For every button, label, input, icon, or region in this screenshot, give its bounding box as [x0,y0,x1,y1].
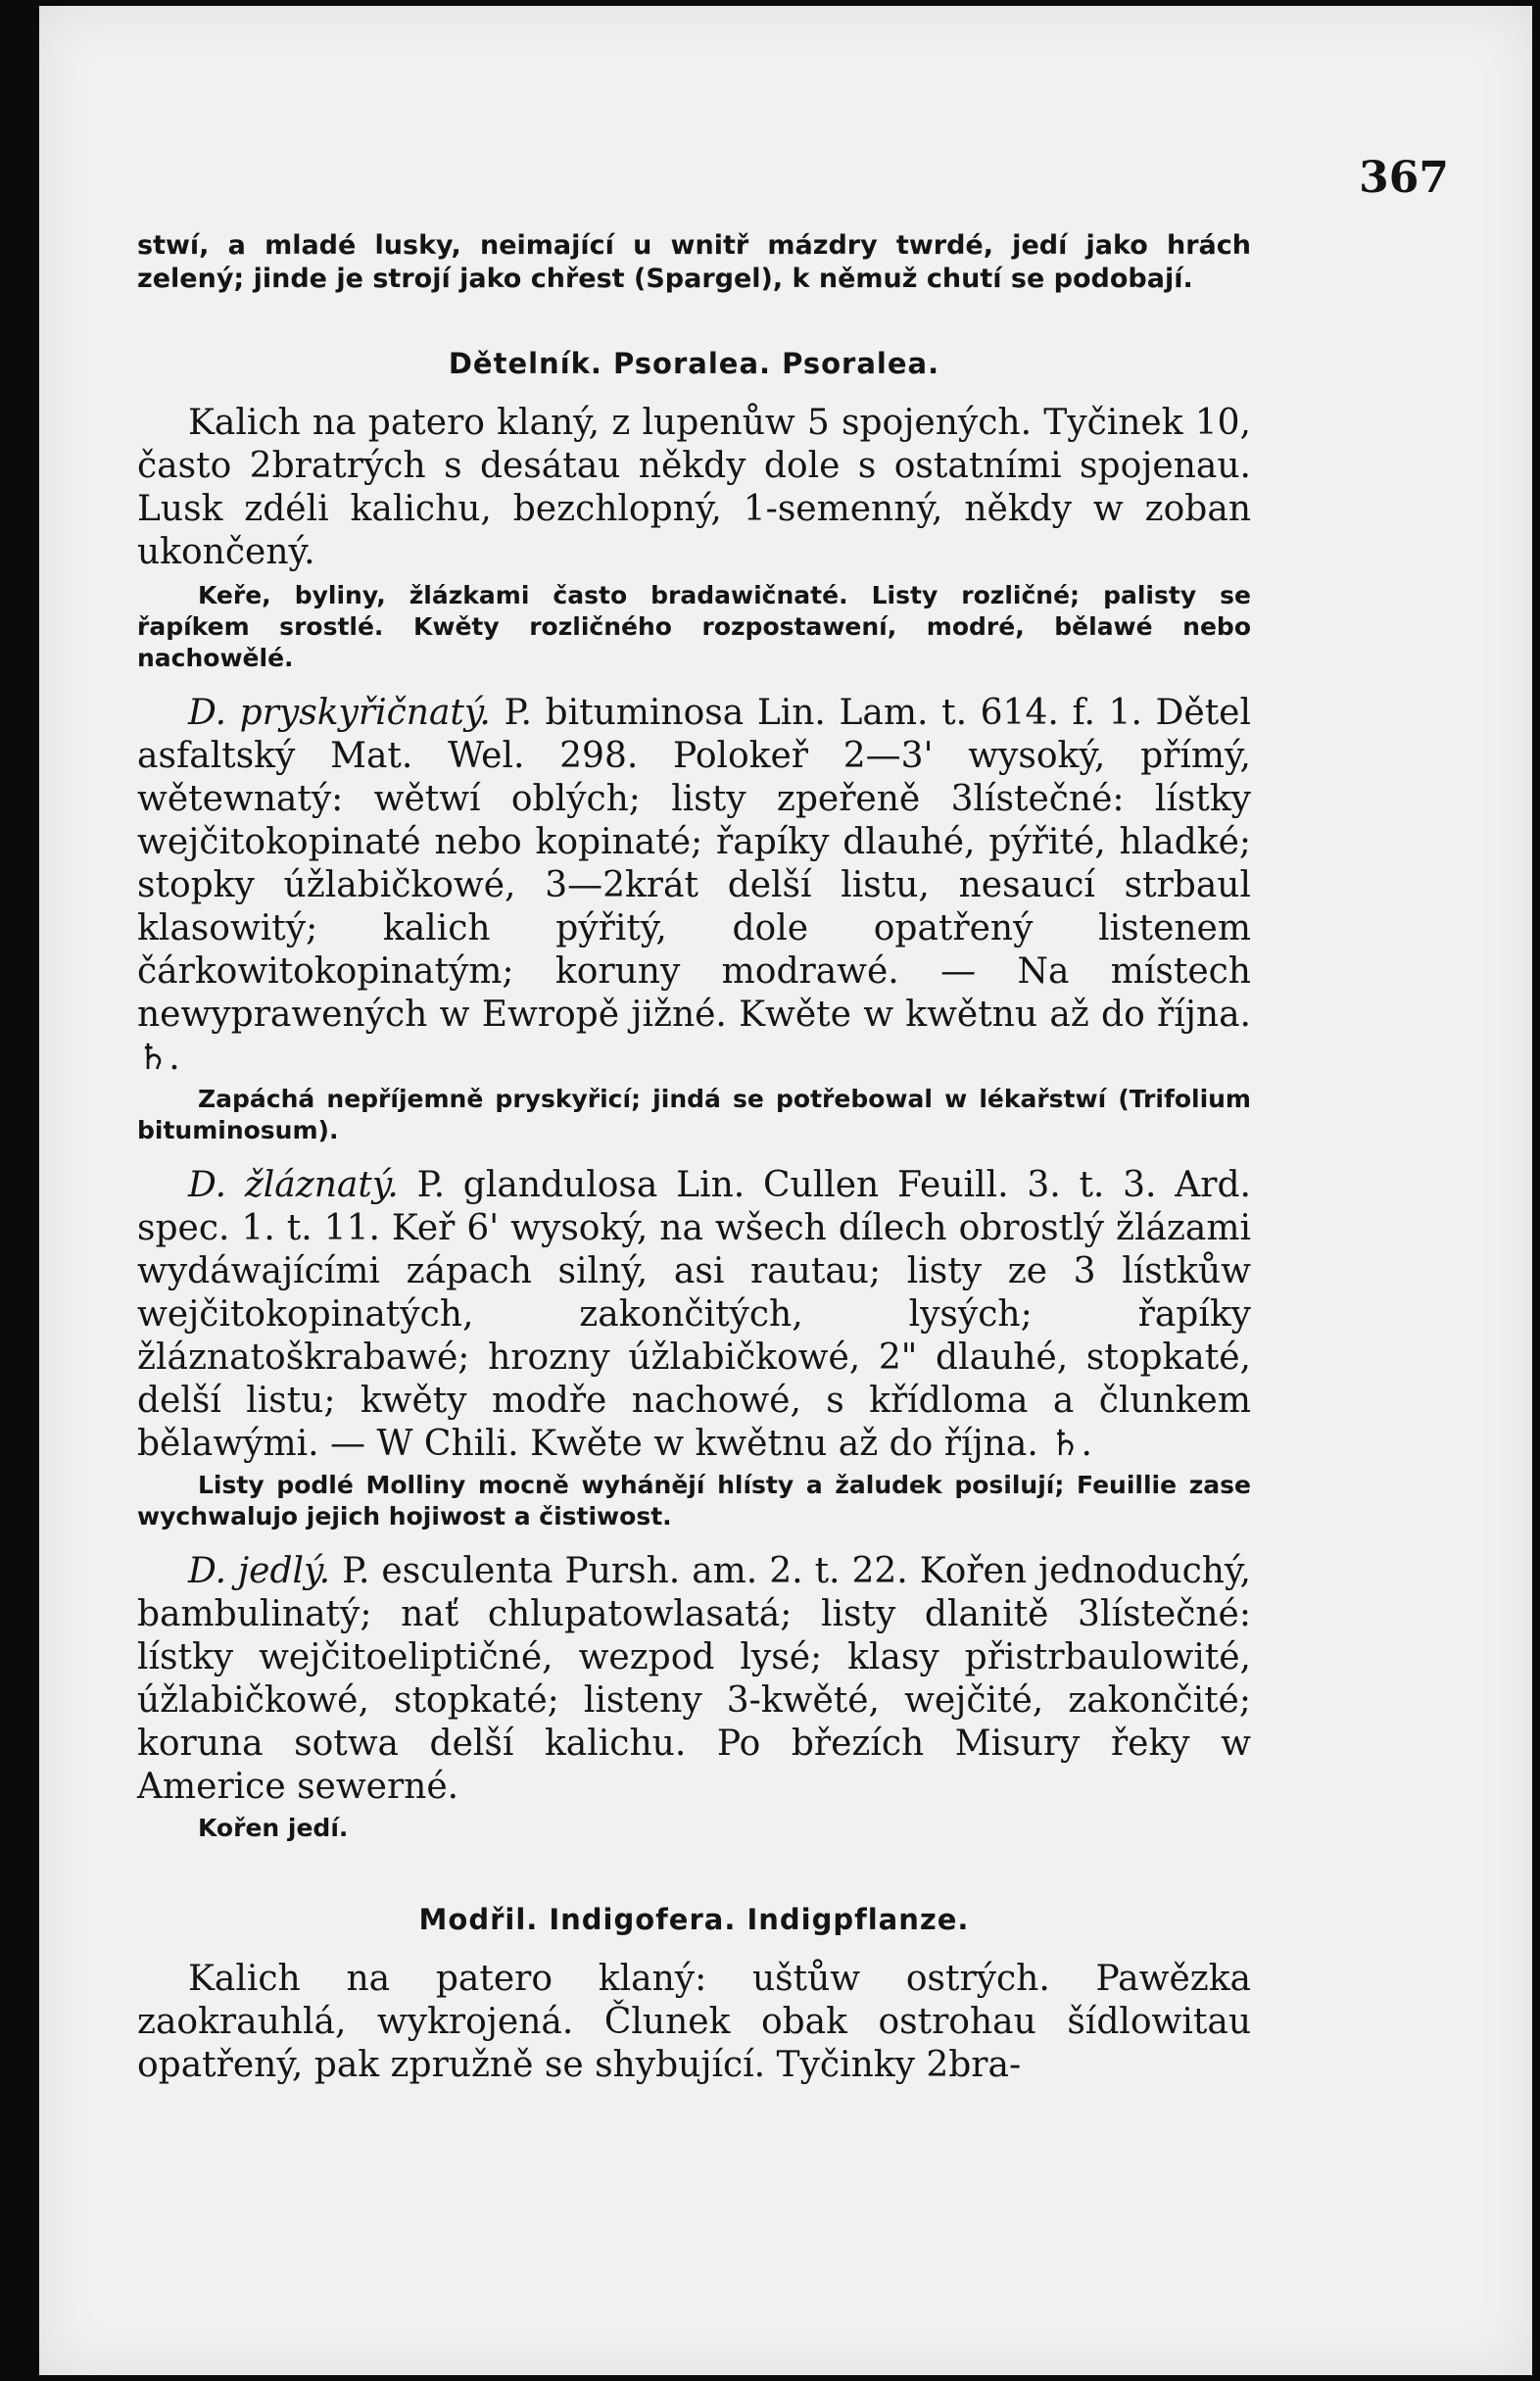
species-name: D. žláznatý. [188,1165,399,1205]
genus-note-psoralea: Keře, byliny, žlázkami často bradawičnaté. Listy rozličné; palisty se řapíkem srostlé. Kwěty rozličného rozpostawení, modré, bělawé nebo nachowělé. [137,581,1251,672]
species-text: P. glandulosa Lin. Cullen Feuill. 3. t. 3. Ard. spec. 1. t. 11. Keř 6' wysoký, na wšech dílech obrostlý žlázami wydáwajícími zápach silný, asi rautau; listy ze 3 lístkůw wejčitokopinatých, zakončitých, lysých; řapíky žláznatoškrabawé; hrozny úžlabičkowé, 2" dlauhé, stopkaté, delší listu; kwěty modře nachowé, s křídloma a člunkem bělawými. — W Chili. Kwěte w kwětnu až do října. ♄. [137,1165,1251,1464]
species-text: P. esculenta Pursh. am. 2. t. 22. Kořen jednoduchý, bambulinatý; nať chlupatowlasatá; listy dlanitě 3lístečné: lístky wejčitoeliptičné, wezpod lysé; klasy přistrbaulowité, úžlabičkowé, stopkaté; listeny 3-kwěté, wejčité, zakončité; koruna sotwa delší kalichu. Po březích Misury řeky w Americe sewerné. [137,1551,1251,1807]
species-paragraph [137,1550,1251,1809]
species-name: D. jedlý. [188,1551,331,1591]
genus-description-indigofera: Kalich na patero klaný: uštůw ostrých. Pawězka zaokrauhlá, wykrojená. Člunek obak ostrohau šídlowitau opatřený, pak zpružně se shybující. Tyčinky 2bra- [137,1959,1251,2085]
species-note: Kořen jedí. [198,1814,349,1842]
page-number: 367 [1359,153,1449,203]
page-text [137,229,1251,2087]
species-text: P. bituminosa Lin. Lam. t. 614. f. 1. Dětel asfaltský Mat. Wel. 298. Polokeř 2—3' wysoký, přímý, wětewnatý: wětwí oblých; listy zpeřeně 3lístečné: lístky wejčitokopinaté nebo kopinaté; řapíky dlauhé, pýřité, hladké; stopky úžlabičkowé, 3—2krát delší listu, nesaucí strbaul klasowitý; kalich pýřitý, dole opatřený listenem čárkowitokopinatým; koruny modrawé. — Na místech newyprawených w Ewropě jižné. Kwěte w kwětnu až do října. ♄. [137,693,1251,1078]
species-paragraph [137,1164,1251,1466]
genus-description-psoralea: Kalich na patero klaný, z lupenůw 5 spojených. Tyčinek 10, často 2bratrých s desátau někdy dole s ostatními spojenau. Lusk zdéli kalichu, bezchlopný, 1-semenný, někdy w zoban ukončený. [137,403,1251,572]
book-page [39,6,1532,2375]
species-entry [137,1164,1251,1532]
species-entry [137,692,1251,1146]
genus-heading-indigofera: Modřil. Indigofera. Indigpflanze. [418,1903,970,1936]
top-paragraph: stwí, a mladé lusky, neimající u wnitř mázdry twrdé, jedí jako hrách zelený; jinde je strojí jako chřest (Spargel), k němuž chutí se podobají. [137,230,1251,294]
species-note: Listy podlé Molliny mocně wyhánějí hlísty a žaludek posilují; Feuillie zase wychwalujo jejich hojiwost a čistiwost. [137,1471,1251,1531]
species-paragraph [137,692,1251,1080]
genus-heading-psoralea: Dětelník. Psoralea. Psoralea. [448,347,940,380]
species-name: D. pryskyřičnatý. [188,693,491,733]
species-note: Zapáchá nepříjemně pryskyřicí; jindá se potřebowal w lékařstwí (Trifolium bituminosum). [137,1085,1251,1144]
species-entry [137,1550,1251,1844]
